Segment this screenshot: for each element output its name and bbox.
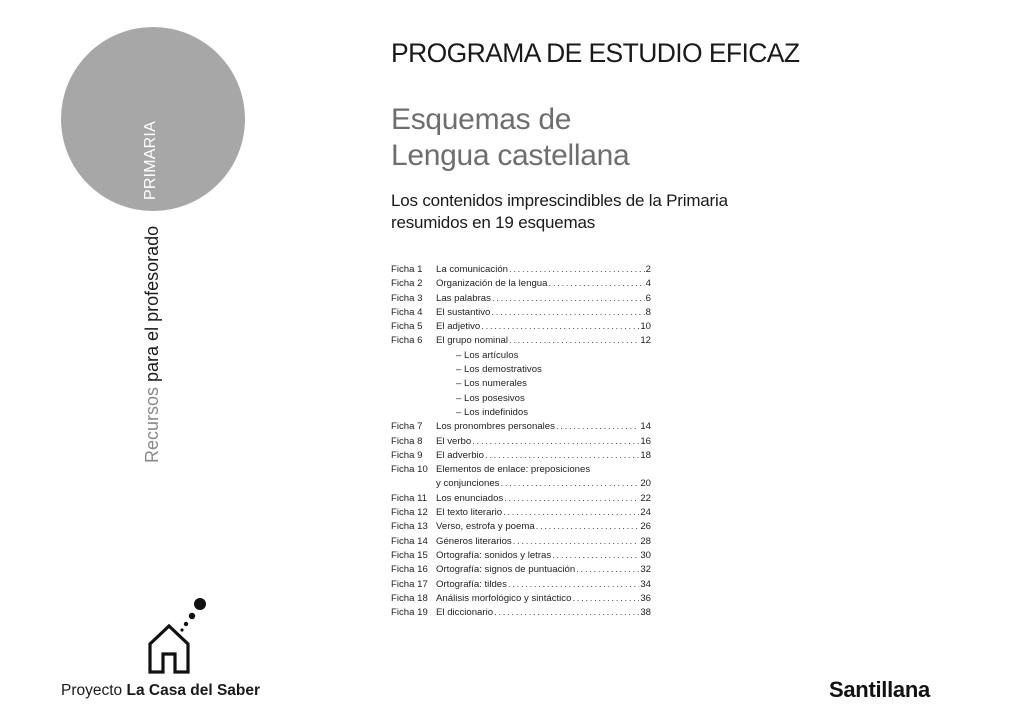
toc-ficha: Ficha 15 xyxy=(391,549,428,561)
toc-leader xyxy=(491,306,644,320)
toc-ficha: Ficha 13 xyxy=(391,521,428,533)
subtitle-line-1: Esquemas de xyxy=(391,103,572,136)
toc-leader xyxy=(500,477,639,491)
toc-page: 38 xyxy=(640,607,651,619)
toc-row xyxy=(391,349,651,363)
toc-row xyxy=(391,320,651,334)
toc-page: 32 xyxy=(640,564,651,576)
toc-title: La comunicación xyxy=(436,264,508,275)
toc-title: El grupo nominal xyxy=(436,335,508,347)
toc-page: 34 xyxy=(640,578,651,590)
toc-row xyxy=(391,263,651,277)
toc-leader xyxy=(509,334,639,348)
toc-page: 26 xyxy=(640,521,651,533)
description-line-2: resumidos en 19 esquemas xyxy=(391,213,596,232)
subtitle-line-2: Lengua castellana xyxy=(391,139,630,172)
toc-leader xyxy=(536,520,640,534)
toc-row xyxy=(391,506,651,520)
toc-row xyxy=(391,363,651,377)
toc-page: 16 xyxy=(640,435,651,447)
toc-subitem: – Los numerales xyxy=(456,378,527,390)
description-line-1: Los contenidos imprescindibles de la Primaria xyxy=(391,191,728,210)
toc-title: y conjunciones xyxy=(436,478,500,490)
toc-title: El sustantivo xyxy=(436,306,491,318)
toc-leader xyxy=(481,320,639,334)
toc-row xyxy=(391,578,651,592)
toc-ficha: Ficha 11 xyxy=(391,492,428,504)
toc-ficha: Ficha 18 xyxy=(391,592,428,604)
sidebar xyxy=(0,0,300,721)
toc-row xyxy=(391,435,651,449)
toc-page: 10 xyxy=(640,321,651,333)
toc-leader xyxy=(509,263,645,277)
toc-page: 20 xyxy=(640,478,651,490)
toc-page: 24 xyxy=(640,507,651,519)
toc-title: Organización de la lengua xyxy=(436,278,548,290)
toc-row xyxy=(391,520,651,534)
toc-title: Ortografía: tildes xyxy=(436,578,507,590)
toc-row xyxy=(391,306,651,320)
toc-leader xyxy=(548,277,644,291)
toc-ficha: Ficha 2 xyxy=(391,278,423,290)
toc-subitem: – Los indefinidos xyxy=(456,406,529,418)
toc-page: 12 xyxy=(640,335,651,347)
description xyxy=(391,190,728,234)
toc-subitem: – Los posesivos xyxy=(456,392,525,404)
toc-leader xyxy=(508,578,639,592)
table-of-contents xyxy=(391,263,651,620)
toc-ficha: Ficha 17 xyxy=(391,578,428,590)
toc-subitem: – Los artículos xyxy=(456,349,519,361)
toc-row xyxy=(391,420,651,434)
toc-leader xyxy=(503,506,639,520)
toc-row xyxy=(391,477,651,491)
toc-ficha: Ficha 19 xyxy=(391,607,428,619)
toc-leader xyxy=(492,292,645,306)
toc-row xyxy=(391,463,651,477)
toc-page: 14 xyxy=(640,421,651,433)
toc-row xyxy=(391,377,651,391)
recursos-label xyxy=(142,226,163,463)
toc-row xyxy=(391,535,651,549)
toc-page: 28 xyxy=(640,535,651,547)
toc-leader xyxy=(552,549,639,563)
toc-page: 2 xyxy=(645,264,651,275)
toc-leader xyxy=(494,606,639,620)
toc-title: Las palabras xyxy=(436,292,491,304)
toc-ficha: Ficha 9 xyxy=(391,449,423,461)
toc-page: 4 xyxy=(645,278,651,290)
toc-ficha: Ficha 3 xyxy=(391,292,423,304)
toc-title: Elementos de enlace: preposiciones xyxy=(436,464,591,476)
toc-title: El verbo xyxy=(436,435,472,447)
toc-title: Ortografía: sonidos y letras xyxy=(436,549,552,561)
toc-title: Ortografía: signos de puntuación xyxy=(436,564,576,576)
toc-ficha: Ficha 4 xyxy=(391,306,423,318)
toc-row xyxy=(391,292,651,306)
toc-leader xyxy=(504,492,639,506)
toc-row xyxy=(391,549,651,563)
toc-page: 8 xyxy=(645,306,651,318)
toc-leader xyxy=(576,563,639,577)
toc-page: 30 xyxy=(640,549,651,561)
toc-title: El adjetivo xyxy=(436,321,481,333)
toc-title: El adverbio xyxy=(436,449,484,461)
toc-page: 18 xyxy=(640,449,651,461)
toc-row xyxy=(391,277,651,291)
toc-ficha: Ficha 7 xyxy=(391,421,423,433)
toc-page: 6 xyxy=(645,292,651,304)
toc-title: Análisis morfológico y sintáctico xyxy=(436,592,572,604)
toc-subitem: – Los demostrativos xyxy=(456,364,542,376)
toc-title: Los enunciados xyxy=(436,492,504,504)
toc-page: 22 xyxy=(640,492,651,504)
recursos-prefix: Recursos xyxy=(142,386,162,463)
toc-row xyxy=(391,449,651,463)
toc-row xyxy=(391,392,651,406)
toc-row xyxy=(391,334,651,348)
toc-title: Verso, estrofa y poema xyxy=(436,521,535,533)
level-label: PRIMARIA xyxy=(142,121,159,200)
proyecto-name: La Casa del Saber xyxy=(126,682,261,699)
toc-leader xyxy=(513,535,640,549)
toc-ficha: Ficha 12 xyxy=(391,507,428,519)
brand-logo: Santillana xyxy=(829,677,930,702)
subtitle xyxy=(391,102,629,174)
toc-title: El diccionario xyxy=(436,607,494,619)
house-icon xyxy=(146,622,192,674)
toc-title: Géneros literarios xyxy=(436,535,512,547)
toc-ficha: Ficha 1 xyxy=(391,264,423,275)
toc-ficha: Ficha 14 xyxy=(391,535,428,547)
toc-row xyxy=(391,606,651,620)
toc-leader xyxy=(572,592,639,606)
toc-row xyxy=(391,492,651,506)
toc-ficha: Ficha 6 xyxy=(391,335,423,347)
recursos-rest: para el profesorado xyxy=(142,225,162,387)
toc-ficha: Ficha 5 xyxy=(391,321,423,333)
toc-row xyxy=(391,592,651,606)
program-title: PROGRAMA DE ESTUDIO EFICAZ xyxy=(391,38,800,68)
toc-row xyxy=(391,406,651,420)
toc-row xyxy=(391,563,651,577)
toc-title: El texto literario xyxy=(436,507,503,519)
toc-page: 36 xyxy=(640,592,651,604)
toc-leader xyxy=(472,435,639,449)
toc-ficha: Ficha 8 xyxy=(391,435,423,447)
toc-title: Los pronombres personales xyxy=(436,421,555,433)
toc-leader xyxy=(485,449,639,463)
proyecto-prefix: Proyecto xyxy=(61,682,127,699)
toc-leader xyxy=(556,420,639,434)
proyecto-logo-text xyxy=(61,682,260,700)
toc-ficha: Ficha 16 xyxy=(391,564,428,576)
toc-ficha: Ficha 10 xyxy=(391,464,428,476)
